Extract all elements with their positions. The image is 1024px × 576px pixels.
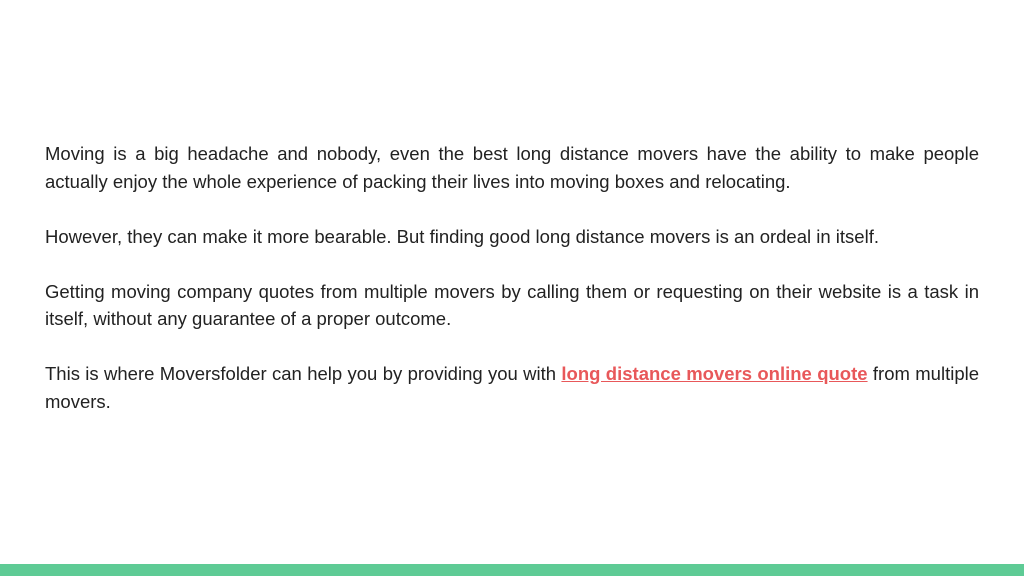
paragraph-bearable: However, they can make it more bearable. But finding good long distance movers is an ordeal in itself.	[45, 225, 879, 247]
paragraph-quotes: Getting moving company quotes from multiple movers by calling them or requesting on their website is a task in itself, without any guarantee of a proper outcome.	[45, 280, 979, 329]
paragraph-moversfolder	[45, 360, 979, 415]
online-quote-link[interactable]: long distance movers online quote	[561, 363, 868, 384]
paragraph-text-after-link: from multiple movers.	[45, 363, 980, 412]
document-body	[45, 140, 979, 443]
paragraph-intro: Moving is a big headache and nobody, even the best long distance movers have the ability to make people actually enjoy the whole experience of packing their lives into moving boxes and relocating.	[45, 143, 979, 192]
bottom-accent-bar	[0, 564, 1024, 576]
paragraph-text-before-link: This is where Moversfolder can help you by providing you with	[45, 363, 562, 384]
